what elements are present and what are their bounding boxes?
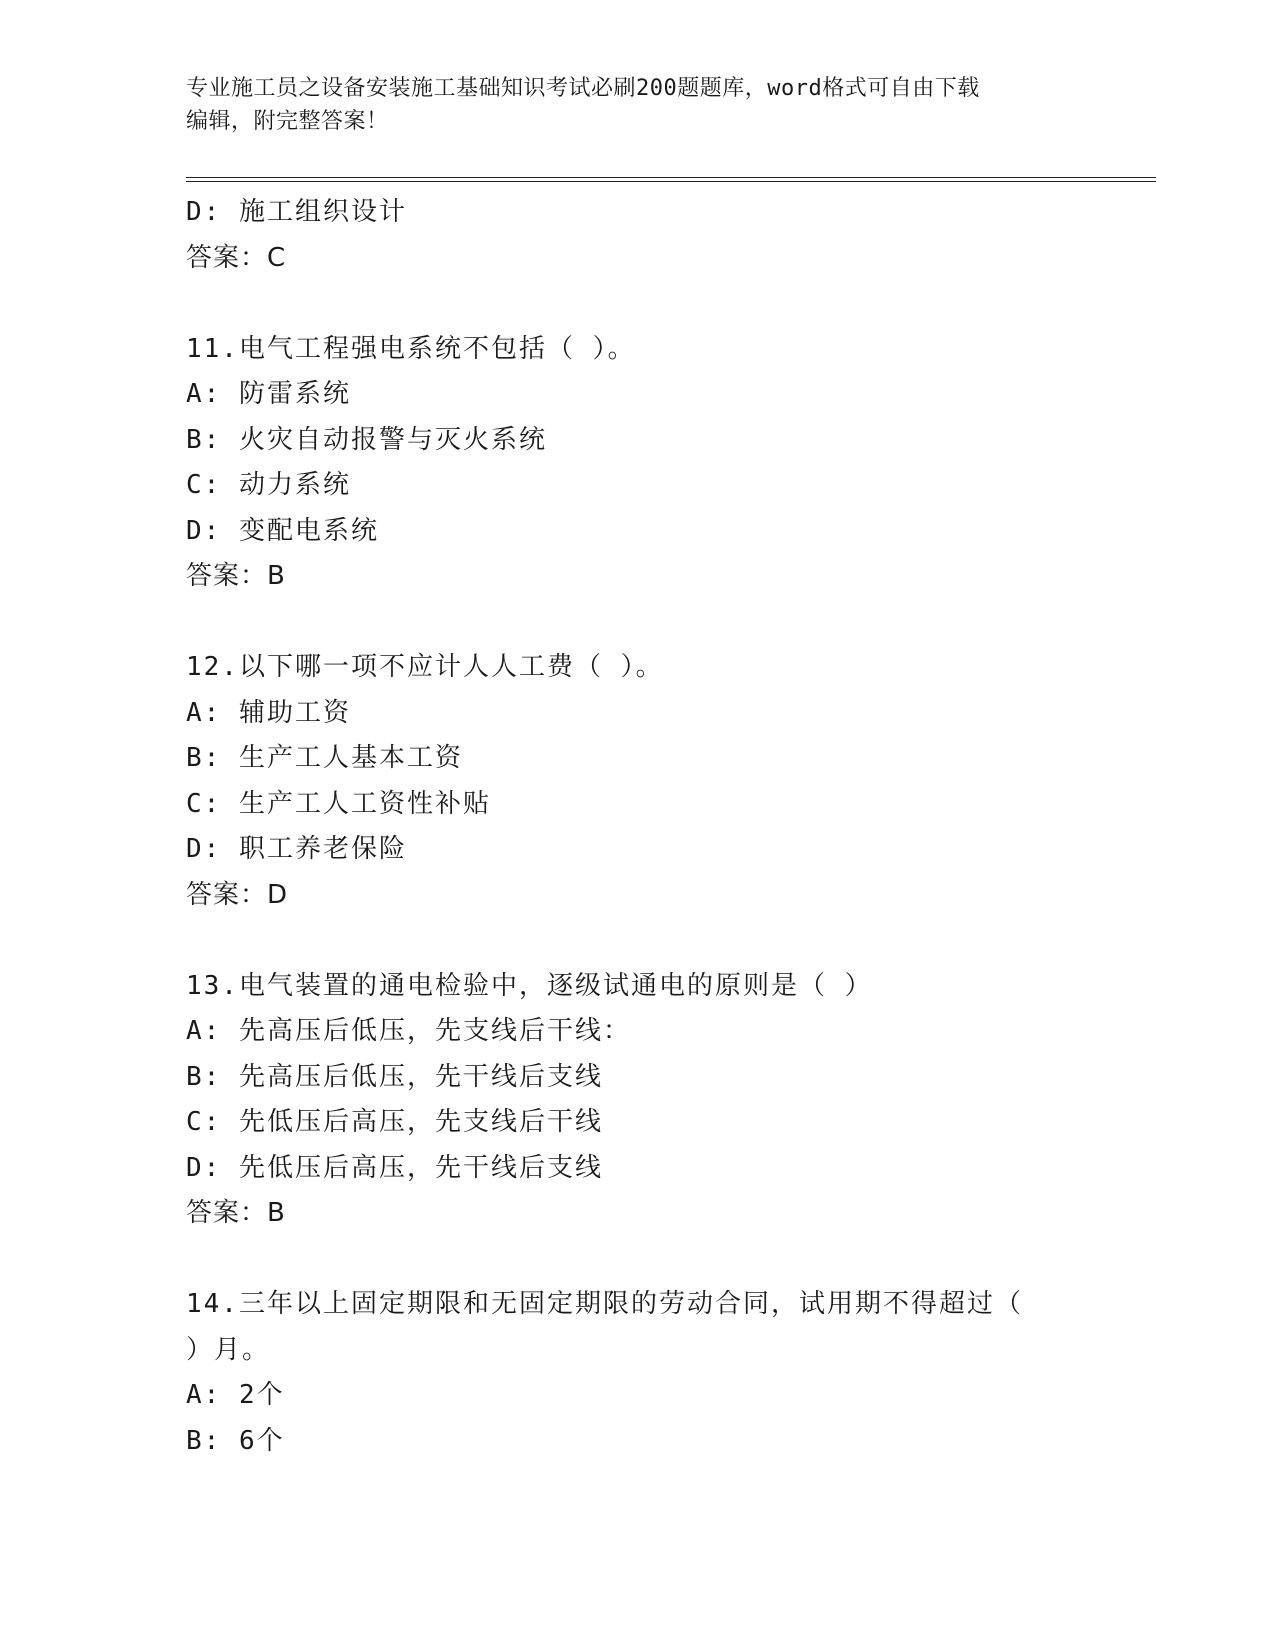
spacer: [186, 600, 1146, 646]
option-d: D: 变配电系统: [186, 515, 379, 546]
option-a: A: 先高压后低压，先支线后干线：: [186, 1016, 631, 1046]
answer: 答案：D: [186, 879, 289, 910]
spacer: [186, 1237, 1146, 1283]
header-divider-top: [186, 177, 1156, 178]
option-a: A: 辅助工资: [186, 697, 351, 728]
option-b: B: 火灾自动报警与灭火系统: [186, 424, 547, 455]
option-a: A: 2个: [186, 1380, 285, 1410]
page-header: [186, 72, 1086, 138]
option-c: C: 生产工人工资性补贴: [186, 788, 491, 819]
header-divider-bottom: [186, 181, 1156, 182]
header-title-line2: 编辑，附完整答案！: [186, 109, 389, 134]
spacer: [186, 918, 1146, 964]
option-c: C: 先低压后高压，先支线后干线: [186, 1107, 603, 1137]
question-stem: 14.三年以上固定期限和无固定期限的劳动合同，试用期不得超过（: [186, 1289, 1023, 1319]
spacer: [186, 281, 1146, 327]
option-c: C: 动力系统: [186, 470, 351, 500]
answer: 答案：B: [186, 561, 286, 591]
question-stem: 11.电气工程强电系统不包括（ ）。: [186, 333, 636, 364]
option-b: B: 生产工人基本工资: [186, 743, 463, 773]
question-list: [186, 190, 1146, 1464]
answer: 答案：B: [186, 1198, 286, 1228]
option-b: B: 先高压后低压，先干线后支线: [186, 1061, 603, 1092]
question-12: [186, 645, 1146, 918]
option-d: D: 职工养老保险: [186, 834, 407, 864]
option-a: A: 防雷系统: [186, 379, 351, 409]
question-11: [186, 327, 1146, 600]
option-d: D: 施工组织设计: [186, 197, 407, 227]
question-stem: 12.以下哪一项不应计人人工费（ ）。: [186, 652, 664, 682]
question-stem: 13.电气装置的通电检验中，逐级试通电的原则是（ ）: [186, 970, 873, 1001]
answer: 答案：C: [186, 242, 287, 273]
question-stem-continued: ）月。: [186, 1334, 271, 1365]
question-13: [186, 964, 1146, 1237]
question-14: [186, 1282, 1146, 1464]
option-d: D: 先低压后高压，先干线后支线: [186, 1152, 603, 1183]
option-b: B: 6个: [186, 1425, 285, 1456]
header-title-line1: 专业施工员之设备安装施工基础知识考试必刷200题题库，word格式可自由下载: [186, 76, 980, 101]
